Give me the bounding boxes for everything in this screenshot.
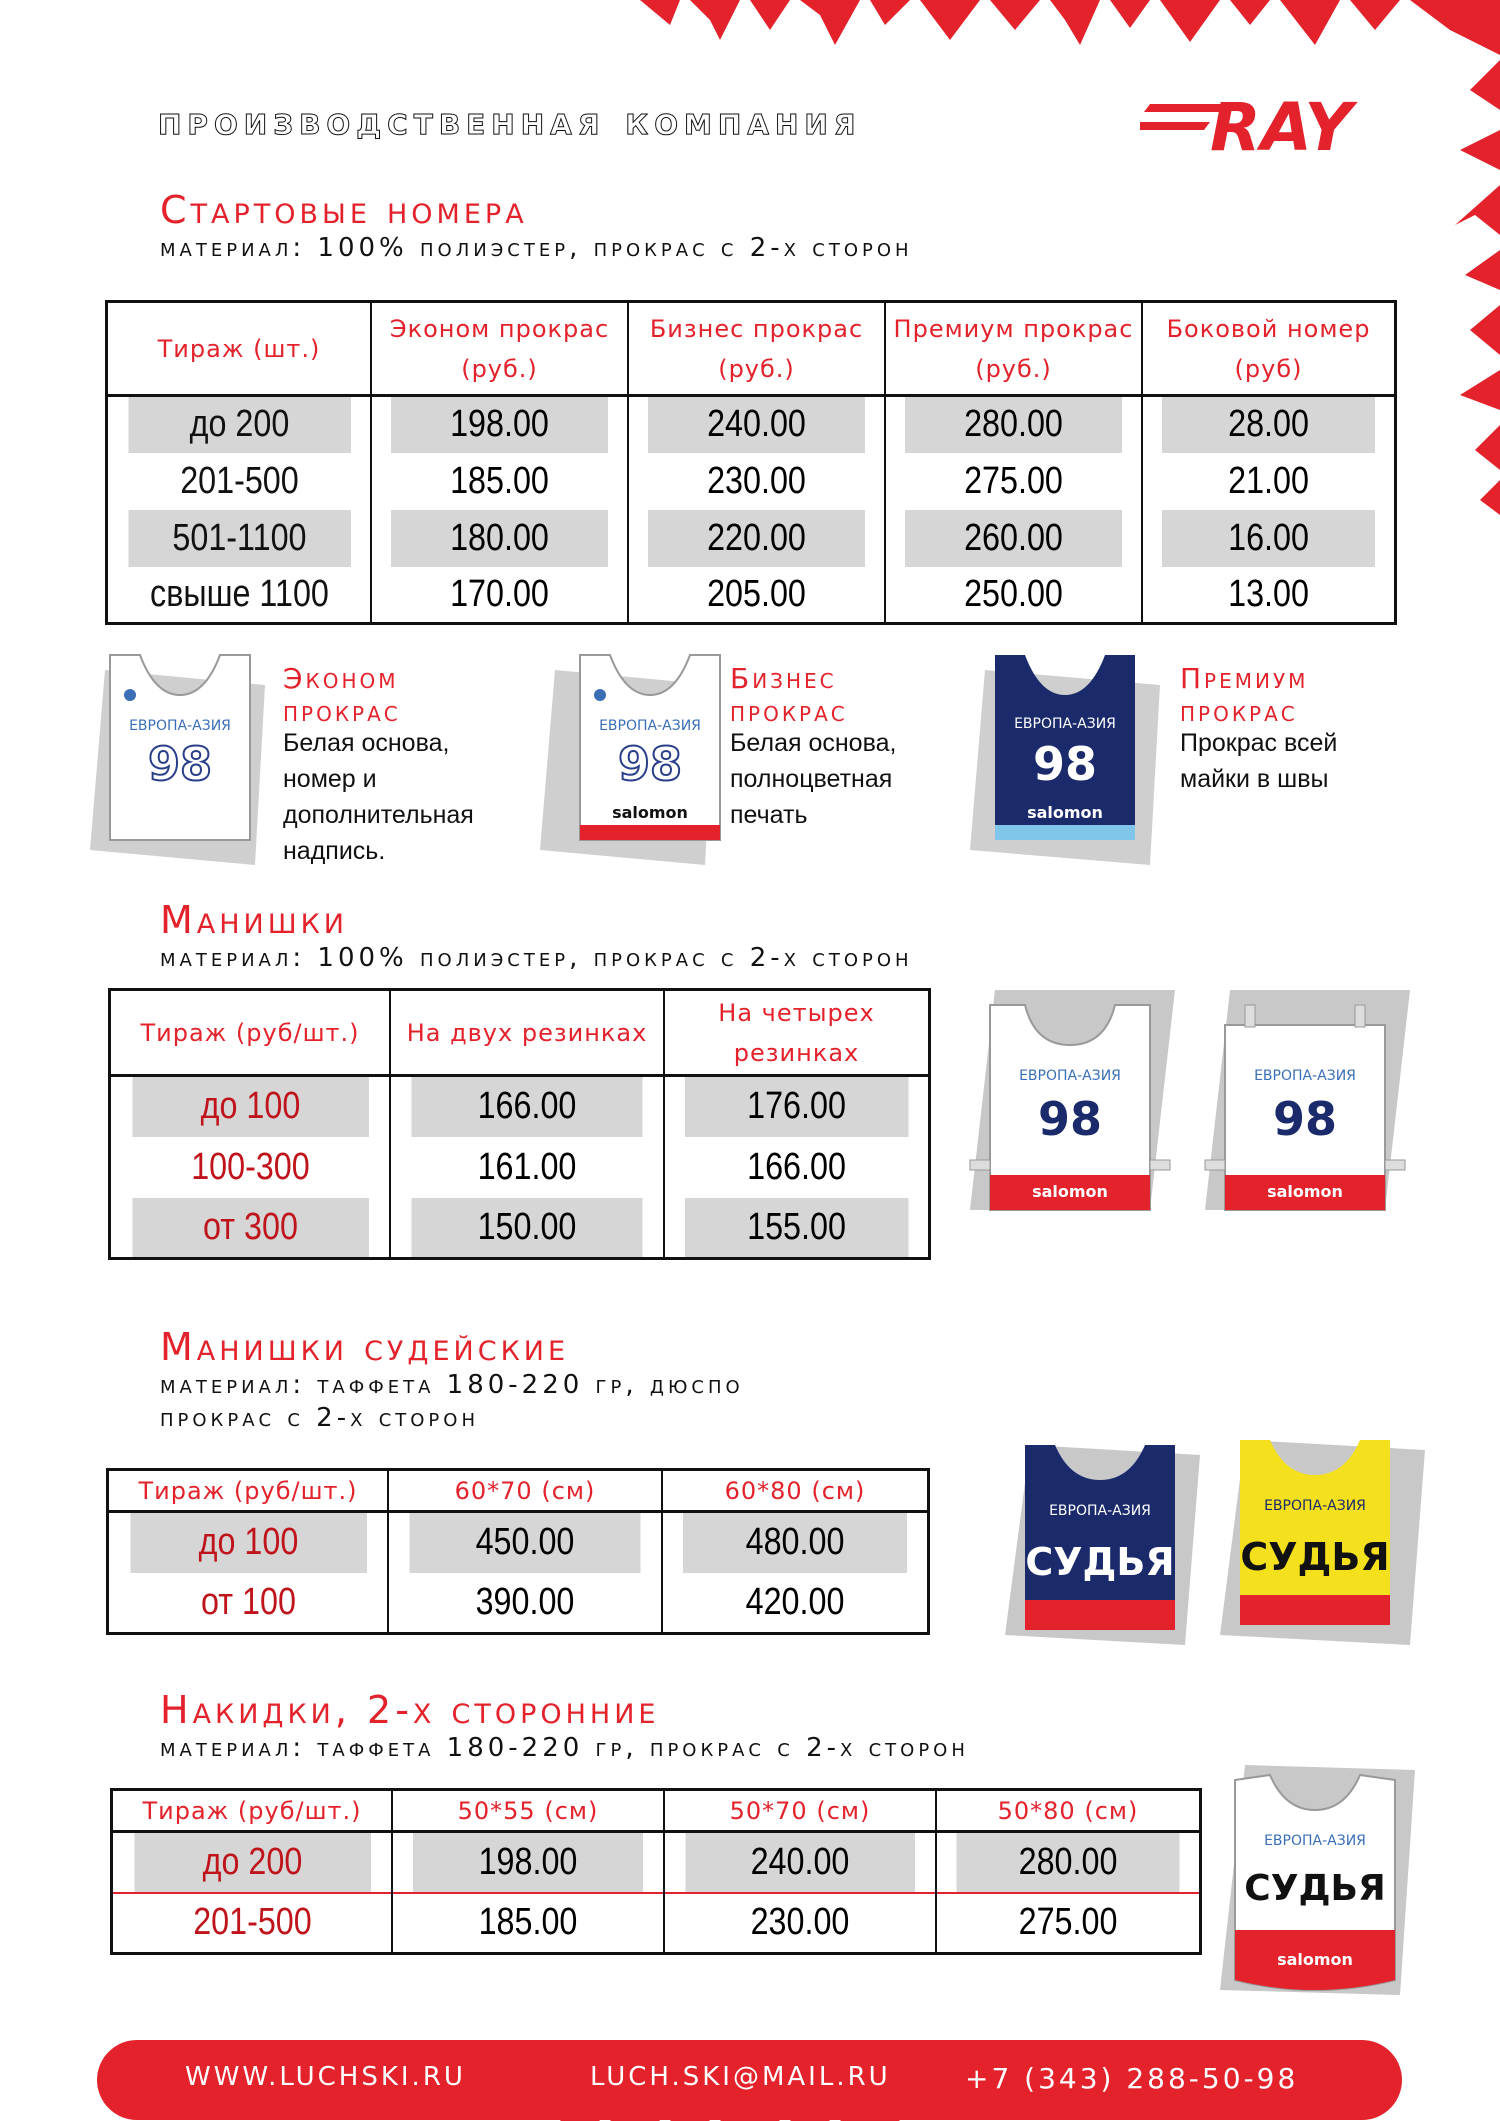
- section-title-manishki: Манишки: [160, 898, 348, 942]
- col-header: Тираж (руб/шт.): [112, 1790, 393, 1832]
- bib-event-text: ЕВРОПА-АЗИЯ: [129, 718, 231, 734]
- price-cell: 166.00: [411, 1076, 644, 1137]
- price-cell: 450.00: [409, 1512, 642, 1573]
- desc-line: майки в швы: [1180, 765, 1329, 793]
- email-link[interactable]: LUCH.SKI@MAIL.RU: [590, 2062, 891, 2092]
- table-row: [110, 1137, 930, 1198]
- judge-bib-navy-image: [1000, 1440, 1200, 1650]
- price-cell: 16.00: [1161, 510, 1376, 567]
- col-header: 50*55 (см): [392, 1790, 664, 1832]
- row-label: 201-500: [133, 1893, 371, 1954]
- col-header: 50*70 (см): [664, 1790, 936, 1832]
- price-cell: 220.00: [647, 510, 865, 567]
- bib-event-text: ЕВРОПА-АЗИЯ: [1264, 1498, 1366, 1514]
- website-link[interactable]: WWW.LUCHSKI.RU: [185, 2062, 466, 2092]
- desc-line: надпись.: [283, 837, 386, 865]
- table-row: [108, 1512, 929, 1573]
- section-subtitle-judges-2: прокрас с 2-х сторон: [160, 1403, 479, 1433]
- row-label: свыше 1100: [126, 567, 351, 624]
- desc-line: Белая основа,: [283, 729, 450, 757]
- table-row: [107, 510, 1396, 567]
- row-label: 100-300: [131, 1137, 369, 1198]
- variant-desc-business: [730, 725, 896, 833]
- desc-line: полноцветная: [730, 765, 893, 793]
- row-label: до 100: [131, 1076, 369, 1137]
- row-label: до 100: [129, 1512, 367, 1573]
- price-cell: 260.00: [904, 510, 1122, 567]
- price-cell: 176.00: [684, 1076, 910, 1137]
- bib-sponsor-text: salomon: [1027, 803, 1103, 822]
- company-heading: производственная компания: [158, 98, 862, 144]
- manishka-four-straps-image: [1200, 985, 1410, 1220]
- corner-pattern-top: [620, 0, 1500, 60]
- price-cell: 185.00: [390, 453, 608, 510]
- row-label: 201-500: [126, 453, 351, 510]
- variant-title-line: Премиум: [1180, 662, 1309, 695]
- bib-sponsor-text: salomon: [1277, 1950, 1353, 1969]
- table-row: [112, 1832, 1201, 1893]
- bib-number-text: 98: [1037, 1092, 1103, 1146]
- price-cell: 161.00: [411, 1137, 644, 1198]
- table-row: [112, 1893, 1201, 1954]
- price-cell: 198.00: [390, 396, 608, 453]
- bib-image-premium: [965, 650, 1165, 865]
- bib-judge-text: СУДЬЯ: [1244, 1868, 1386, 1909]
- price-cell: 166.00: [747, 1145, 846, 1188]
- phone-number[interactable]: +7 (343) 288-50-98: [965, 2062, 1299, 2095]
- bib-event-text: ЕВРОПА-АЗИЯ: [1264, 1833, 1366, 1849]
- table-row: [110, 1198, 930, 1259]
- price-cell: 275.00: [1018, 1901, 1118, 1944]
- variant-title-line: Бизнес: [730, 662, 837, 695]
- col-header: 60*80 (см): [662, 1470, 929, 1512]
- bib-event-text: ЕВРОПА-АЗИЯ: [599, 718, 701, 734]
- variant-desc-econom: [283, 725, 474, 869]
- bib-image-business: [535, 650, 735, 865]
- price-cell: 280.00: [904, 396, 1122, 453]
- manishki-table: [108, 988, 931, 1260]
- bib-number-text: 98: [617, 737, 683, 791]
- price-cell: 150.00: [411, 1198, 644, 1259]
- price-cell: 280.00: [956, 1832, 1181, 1893]
- row-label: от 300: [131, 1198, 369, 1259]
- variant-title-premium: [1180, 662, 1308, 728]
- variant-title-line: прокрас: [1180, 695, 1298, 728]
- table-row: [107, 567, 1396, 624]
- table-row: [108, 1573, 929, 1634]
- bib-event-text: ЕВРОПА-АЗИЯ: [1254, 1068, 1356, 1084]
- price-cell: 198.00: [412, 1832, 643, 1893]
- col-header: На четырех резинках: [664, 990, 930, 1076]
- corner-pattern-right: [1450, 0, 1500, 520]
- bib-number-text: 98: [147, 737, 213, 791]
- ray-logo: [1140, 82, 1370, 162]
- cape-image: [1215, 1760, 1415, 2000]
- price-cell: 155.00: [684, 1198, 910, 1259]
- col-header: Бизнес прокрас (руб.): [628, 302, 885, 396]
- manishka-two-straps-image: [965, 985, 1175, 1220]
- desc-line: Прокрас всей: [1180, 729, 1338, 757]
- price-cell: 21.00: [1228, 459, 1309, 502]
- bib-number-text: 98: [1272, 1092, 1338, 1146]
- section-title-start-numbers: Стартовые номера: [160, 188, 528, 232]
- bib-image-econom: [85, 650, 285, 865]
- price-cell: 230.00: [684, 1893, 915, 1954]
- bib-event-text: ЕВРОПА-АЗИЯ: [1049, 1503, 1151, 1519]
- capes-table: [110, 1788, 1202, 1955]
- variant-title-line: прокрас: [283, 695, 401, 728]
- price-cell: 170.00: [390, 567, 608, 624]
- bib-number-text: 98: [1032, 737, 1098, 791]
- bib-event-text: ЕВРОПА-АЗИЯ: [1014, 716, 1116, 732]
- price-cell: 230.00: [647, 453, 865, 510]
- section-subtitle-capes: материал: таффета 180-220 гр, прокрас с 2-х сторон: [160, 1733, 969, 1763]
- price-cell: 205.00: [647, 567, 865, 624]
- price-cell: 185.00: [412, 1893, 643, 1954]
- col-header: Премиум прокрас (руб.): [885, 302, 1142, 396]
- col-header: Боковой номер (руб): [1142, 302, 1396, 396]
- price-cell: 240.00: [684, 1832, 915, 1893]
- row-label: до 200: [126, 396, 351, 453]
- price-cell: 390.00: [409, 1573, 642, 1634]
- table-row: [107, 396, 1396, 453]
- variant-title-econom: [283, 662, 401, 728]
- section-title-judges: Манишки судейские: [160, 1325, 570, 1369]
- col-header: Эконом прокрас (руб.): [371, 302, 628, 396]
- start-numbers-table: [105, 300, 1397, 625]
- desc-line: дополнительная: [283, 801, 474, 829]
- col-header: Тираж (шт.): [107, 302, 372, 396]
- bib-sponsor-text: salomon: [1267, 1182, 1343, 1201]
- row-label: до 200: [133, 1832, 371, 1893]
- desc-line: номер и: [283, 765, 377, 793]
- col-header: 60*70 (см): [388, 1470, 662, 1512]
- bib-sponsor-text: salomon: [612, 803, 688, 822]
- price-cell: 180.00: [390, 510, 608, 567]
- col-header: 50*80 (см): [936, 1790, 1201, 1832]
- section-title-capes: Накидки, 2-х сторонние: [160, 1688, 660, 1732]
- price-cell: 480.00: [682, 1512, 909, 1573]
- variant-title-business: [730, 662, 848, 728]
- col-header: На двух резинках: [390, 990, 664, 1076]
- ray-logo-text: RAY: [1210, 89, 1353, 162]
- footer-bar: [97, 2040, 1402, 2120]
- col-header: Тираж (руб/шт.): [110, 990, 391, 1076]
- section-subtitle-judges-1: материал: таффета 180-220 гр, дюспо: [160, 1370, 744, 1400]
- bib-judge-text: СУДЬЯ: [1240, 1535, 1390, 1579]
- bib-event-text: ЕВРОПА-АЗИЯ: [1019, 1068, 1121, 1084]
- table-row: [107, 453, 1396, 510]
- price-cell: 250.00: [904, 567, 1122, 624]
- variant-desc-premium: [1180, 725, 1337, 797]
- section-subtitle-start-numbers: материал: 100% полиэстер, прокрас с 2-х сторон: [160, 233, 913, 263]
- price-cell: 13.00: [1228, 572, 1309, 615]
- judges-table: [106, 1468, 930, 1635]
- variant-title-line: прокрас: [730, 695, 848, 728]
- price-cell: 28.00: [1161, 396, 1376, 453]
- row-label: от 100: [129, 1573, 367, 1634]
- desc-line: печать: [730, 801, 808, 829]
- desc-line: Белая основа,: [730, 729, 897, 757]
- price-cell: 420.00: [745, 1580, 845, 1623]
- table-row: [110, 1076, 930, 1137]
- row-label: 501-1100: [126, 510, 351, 567]
- section-subtitle-manishki: материал: 100% полиэстер, прокрас с 2-х сторон: [160, 943, 913, 973]
- bib-sponsor-text: salomon: [1032, 1182, 1108, 1201]
- variant-title-line: Эконом: [283, 662, 399, 695]
- judge-bib-yellow-image: [1215, 1435, 1425, 1650]
- price-cell: 275.00: [904, 453, 1122, 510]
- col-header: Тираж (руб/шт.): [108, 1470, 389, 1512]
- price-cell: 240.00: [647, 396, 865, 453]
- bib-judge-text: СУДЬЯ: [1025, 1540, 1175, 1584]
